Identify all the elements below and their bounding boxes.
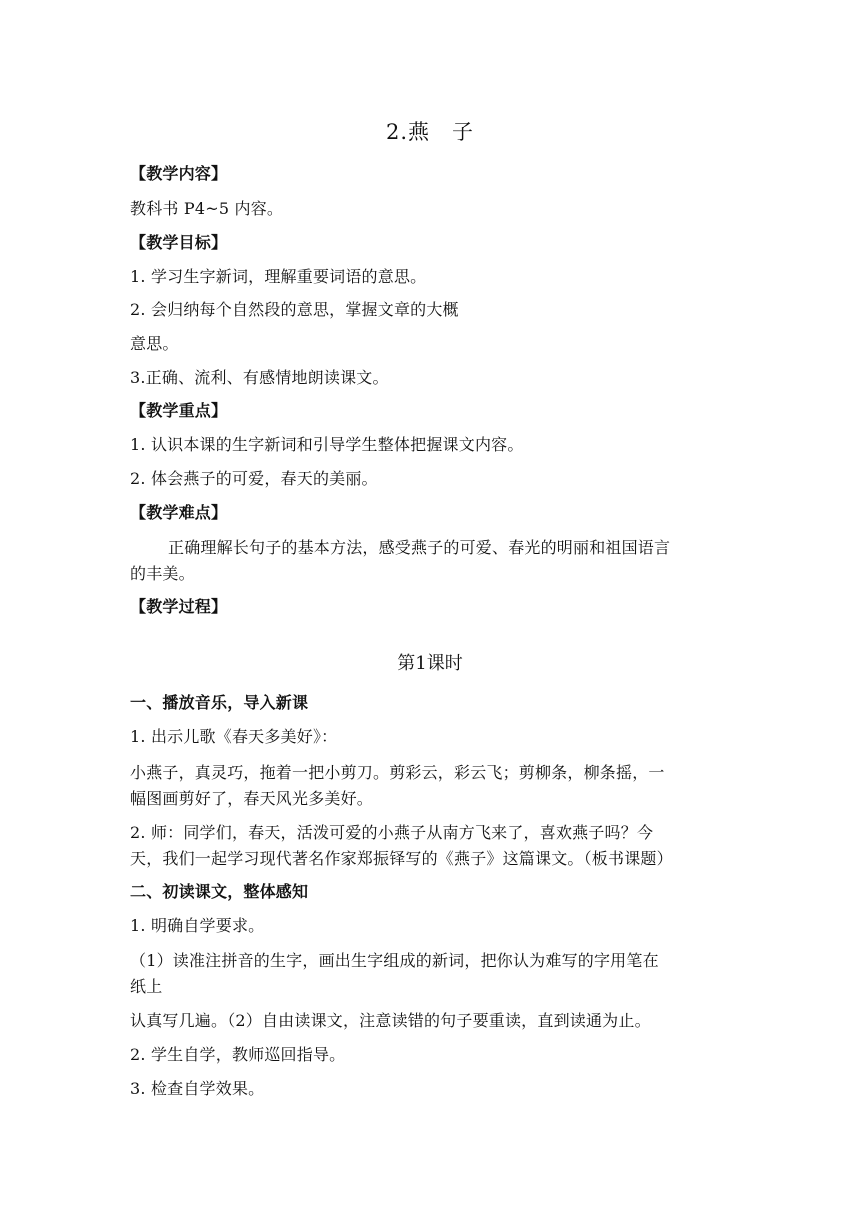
key-point-2: 2. 体会燕子的可爱，春天的美丽。 — [130, 469, 378, 488]
section-heading-content: 【教学内容】 — [130, 164, 228, 183]
poem-line-1: 小燕子，真灵巧，拖着一把小剪刀。剪彩云，彩云飞；剪柳条，柳条摇，一 — [130, 763, 665, 782]
content-text: 教科书 P4~5 内容。 — [130, 199, 284, 218]
part-2-item-1: 1. 明确自学要求。 — [130, 916, 265, 935]
goal-item-2: 2. 会归纳每个自然段的意思，掌握文章的大概 — [130, 300, 459, 319]
page-title: 2.燕 子 — [385, 120, 475, 144]
section-heading-goals: 【教学目标】 — [130, 233, 228, 252]
part-1-item-2-continued: 天，我们一起学习现代著名作家郑振铎写的《燕子》这篇课文。（板书课题） — [130, 849, 673, 868]
part-2-requirement-2: 认真写几遍。（2）自由读课文，注意读错的句子要重读，直到读通为止。 — [130, 1011, 651, 1030]
part-2-requirement-1-continued: 纸上 — [130, 977, 163, 996]
section-heading-difficulties: 【教学难点】 — [130, 503, 228, 522]
section-heading-key-points: 【教学重点】 — [130, 401, 228, 420]
difficulty-text: 正确理解长句子的基本方法，感受燕子的可爱、春光的明丽和祖国语言 — [168, 538, 671, 557]
lesson-title: 第1课时 — [397, 653, 463, 674]
poem-line-2: 幅图画剪好了，春天风光多美好。 — [130, 789, 374, 808]
part-2-item-2: 2. 学生自学，教师巡回指导。 — [130, 1045, 346, 1064]
section-heading-process: 【教学过程】 — [130, 597, 228, 616]
part-2-requirement-1: （1）读准注拼音的生字，画出生字组成的新词，把你认为难写的字用笔在 — [130, 951, 659, 970]
goal-item-3: 3.正确、流利、有感情地朗读课文。 — [130, 368, 389, 387]
key-point-1: 1. 认识本课的生字新词和引导学生整体把握课文内容。 — [130, 435, 524, 454]
difficulty-text-continued: 的丰美。 — [130, 564, 195, 583]
part-1-item-1: 1. 出示儿歌《春天多美好》： — [130, 727, 338, 746]
part-1-item-2: 2. 师：同学们，春天，活泼可爱的小燕子从南方飞来了，喜欢燕子吗？今 — [130, 823, 654, 842]
part-2-item-3: 3. 检查自学效果。 — [130, 1079, 265, 1098]
part-2-heading: 二、初读课文，整体感知 — [130, 882, 309, 901]
part-1-heading: 一、播放音乐，导入新课 — [130, 693, 309, 712]
goal-item-2-continued: 意思。 — [130, 334, 179, 353]
goal-item-1: 1. 学习生字新词，理解重要词语的意思。 — [130, 267, 427, 286]
